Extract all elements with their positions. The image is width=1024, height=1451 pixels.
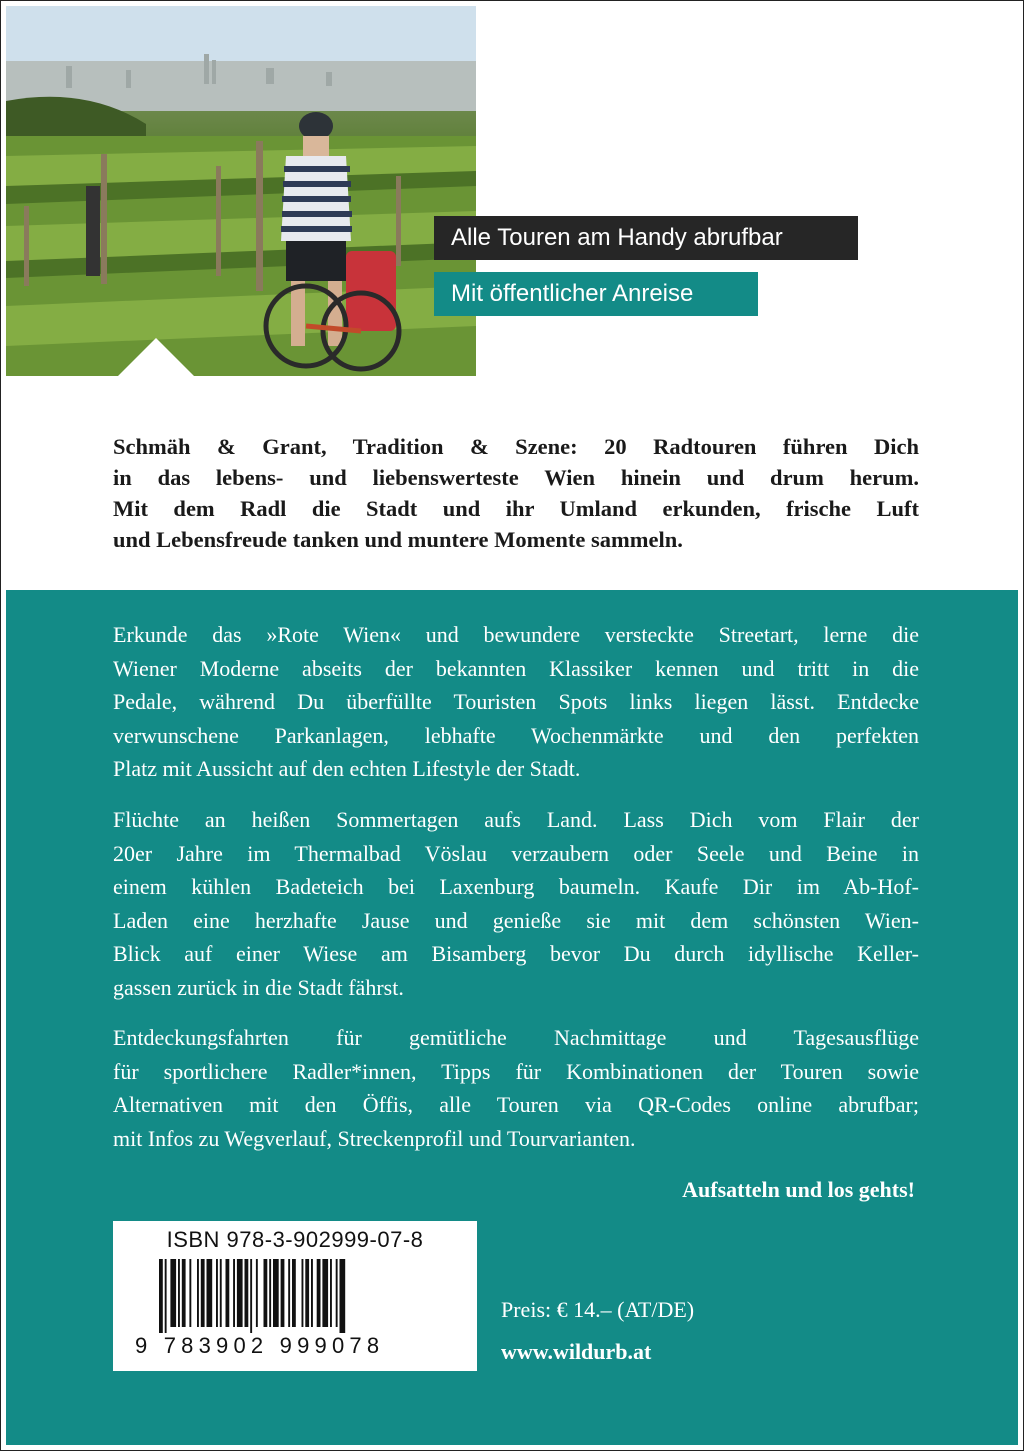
tag-mobile-tours: Alle Touren am Handy abrufbar: [434, 216, 858, 260]
barcode-bar: [216, 1259, 218, 1327]
barcode-bar: [237, 1259, 243, 1327]
paragraph-1: [113, 618, 919, 786]
paragraph-line: verwunschene Parkanlagen, lebhafte Wochenmärkte und den perfekten: [113, 722, 919, 748]
paragraph-line: Laden eine herzhafte Jause und genieße sie mit dem schönsten Wien-: [113, 907, 919, 933]
tag-public-transport: Mit öffentlicher Anreise: [434, 272, 758, 316]
barcode-bar: [330, 1259, 332, 1327]
barcode-bar: [322, 1259, 328, 1327]
barcode-bar: [288, 1259, 290, 1327]
barcode-bar: [311, 1259, 313, 1327]
barcode-bar: [182, 1259, 186, 1327]
barcode-bar: [201, 1259, 205, 1327]
barcode-bar: [340, 1259, 346, 1333]
barcode-bar: [207, 1259, 213, 1327]
lead-line: in das lebens- und liebenswerteste Wien hinein und drum herum.: [113, 465, 919, 490]
website-link[interactable]: www.wildurb.at: [501, 1339, 652, 1364]
barcode-bar: [226, 1259, 230, 1327]
barcode-bar: [159, 1259, 163, 1333]
lead-line: und Lebensfreude tanken und muntere Momente sammeln.: [113, 527, 683, 552]
paragraph-line: gassen zurück in die Stadt fährst.: [113, 974, 404, 1000]
barcode-bar: [317, 1259, 321, 1327]
barcode-bar: [220, 1259, 222, 1327]
barcode-bar: [292, 1259, 296, 1327]
lead-line: Mit dem Radl die Stadt und ihr Umland erkunden, frische Luft: [113, 496, 919, 521]
barcode-bar: [170, 1259, 176, 1327]
lead-text: [113, 431, 919, 555]
paragraph-line: Alternativen mit den Öffis, alle Touren via QR-Codes online abrufbar;: [113, 1092, 919, 1117]
cover-photo-cyclist-vineyard: [6, 6, 476, 376]
lead-line: Schmäh & Grant, Tradition & Szene: 20 Radtouren führen Dich: [113, 434, 919, 459]
isbn-label: ISBN 978-3-902999-07-8: [166, 1227, 424, 1252]
barcode-bar: [233, 1259, 235, 1327]
barcode-bar: [165, 1259, 167, 1333]
barcode-bar: [281, 1259, 285, 1327]
barcode-bar: [305, 1259, 309, 1327]
barcode-bar: [264, 1259, 268, 1327]
paragraph-line: mit Infos zu Wegverlauf, Streckenprofil und Tourvarianten.: [113, 1125, 636, 1151]
price: Preis: € 14.– (AT/DE): [501, 1297, 695, 1322]
paragraph-line: einem kühlen Badeteich bei Laxenburg baumeln. Kaufe Dir im Ab-Hof-: [113, 874, 919, 899]
barcode-digits: 9 783902 999078: [135, 1333, 385, 1358]
barcode-bar: [250, 1259, 252, 1333]
paragraph-line: Platz mit Aussicht auf den echten Lifestyle der Stadt.: [113, 756, 581, 781]
barcode-bar: [336, 1259, 338, 1327]
paragraph-line: Flüchte an heißen Sommertagen aufs Land. Lass Dich vom Flair der: [113, 807, 919, 832]
barcode-bar: [197, 1259, 199, 1327]
closing-slogan: Aufsatteln und los gehts!: [682, 1177, 915, 1202]
paragraph-line: Entdeckungsfahrten für gemütliche Nachmittage und Tagesausflüge: [113, 1025, 919, 1050]
paragraph-line: Blick auf einer Wiese am Bisamberg bevor Du durch idyllische Keller-: [113, 941, 919, 966]
paragraph-3: [113, 1021, 919, 1155]
barcode-bar: [273, 1259, 279, 1327]
barcode-bar: [178, 1259, 180, 1327]
barcode-bar: [245, 1259, 249, 1327]
paragraph-line: Erkunde das »Rote Wien« und bewundere versteckte Streetart, lerne die: [113, 622, 919, 647]
paragraph-line: Wiener Moderne abseits der bekannten Klassiker kennen und tritt in die: [113, 655, 919, 681]
barcode-bar: [189, 1259, 191, 1327]
barcode-bars: [159, 1259, 431, 1333]
barcode-bar: [269, 1259, 271, 1327]
paragraph-2: [113, 803, 919, 1004]
isbn-barcode: [113, 1221, 477, 1371]
barcode-bar: [256, 1259, 258, 1327]
photo-illustration: [6, 6, 476, 376]
paragraph-line: 20er Jahre im Thermalbad Vöslau verzaubern oder Seele und Beine in: [113, 840, 919, 866]
paragraph-line: Pedale, während Du überfüllte Touristen Spots links liegen lässt. Entdecke: [113, 689, 919, 714]
barcode-bar: [302, 1259, 304, 1327]
photo-notch: [117, 338, 195, 377]
paragraph-line: für sportlichere Radler*innen, Tipps für Kombinationen der Touren sowie: [113, 1058, 919, 1084]
